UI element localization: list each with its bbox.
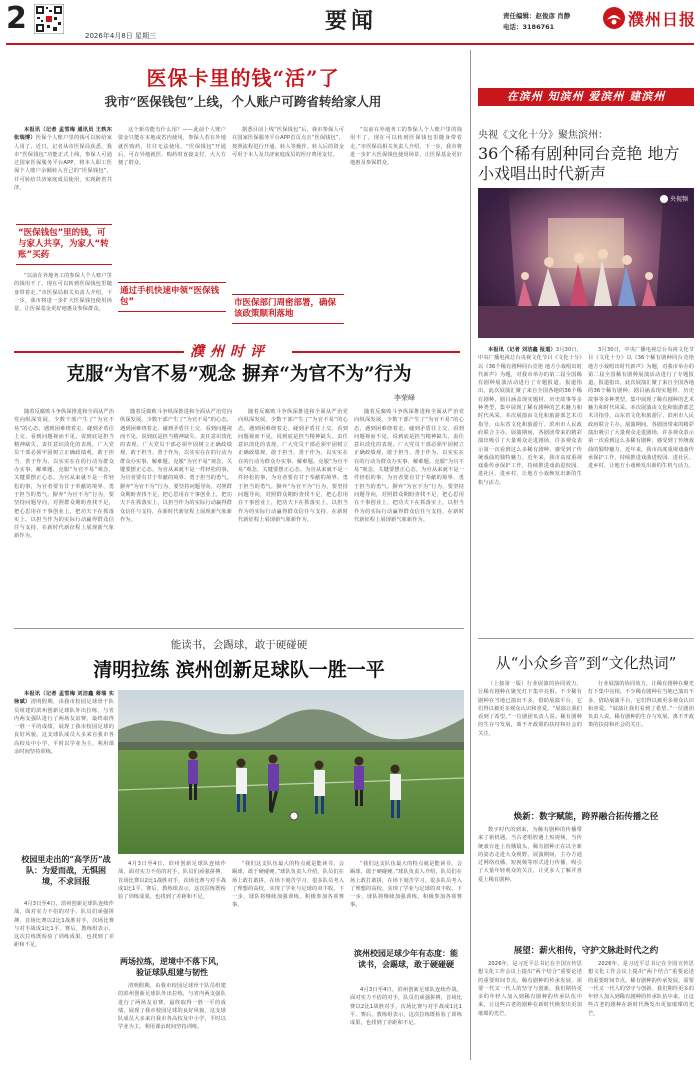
right-mid-rule — [478, 638, 694, 639]
right-column-2 — [588, 346, 694, 630]
commentary-text-2: 随着反腐败斗争纵深推进和全面从严治党向纵深发展，少数干部产生了“为官不易”的心态，遇到困难绕着走、碰到矛盾往上交、看到问题视而不见，说到底是担当精神缺失、责任意识淡化的表现。广大党员干部必须牢固树立正确政绩观，敢于担当、善于作为，以实实在在的行动为群众办实事、解难题。克服“为官不易”观念，关键要摆正心态。为官从来就不是一件轻松的事，为官者要有甘于奉献的境界、勇于担当的勇气。摒弃“为官不为”行为，要坚持问题导向，对照群众期盼查找不足，把心思用在干事创业上，把功夫下在抓落实上，以担当作为的实际行动赢得群众信任与支持，在新时代新征程上展现新气象新作为。 — [120, 409, 232, 523]
column-divider — [470, 50, 471, 1060]
lead-highlight-1 — [16, 224, 112, 265]
lead-text-3: 据悉目前上线“医保钱包”后，我市参保人可在国家医保服务平台APP首页点击“医保钱包”，按照流程进行开通、转入等操作。转入后的资金可用于本人及共济家庭成员的医疗费用支付。 — [232, 127, 344, 158]
feature-text-1: 行业展演的协同效力，让稀有剧种在聚光灯下集中亮相。不少稀有剧种在当地已演出不多，借助展演平台，它们得以被更多观众认识和喜爱。“展演让我们看到了希望。”一位剧团负责人说。稀有剧种的生存与发展，离不开政策的扶持和社会的关注。 — [478, 681, 582, 737]
sport-column-3 — [232, 860, 344, 1060]
commentary-bottom-rule — [14, 628, 464, 629]
date-line: 2026年4月8日 星期三 — [85, 32, 156, 40]
section-title: 要闻 — [325, 8, 378, 34]
commentary-text-3: 随着反腐败斗争纵深推进和全面从严治党向纵深发展，少数干部产生了“为官不易”的心态，遇到困难绕着走、碰到矛盾往上交、看到问题视而不见，说到底是担当精神缺失、责任意识淡化的表现。广大党员干部必须牢固树立正确政绩观，敢于担当、善于作为，以实实在在的行动为群众办实事、解难题。克服“为官不易”观念，关键要摆正心态。为官从来就不是一件轻松的事，为官者要有甘于奉献的境界、勇于担当的勇气。摒弃“为官不为”行为，要坚持问题导向，对照群众期盼查找不足，把心思用在干事创业上，把功夫下在抓落实上，以担当作为的实际行动赢得群众信任与支持，在新时代新征程上展现新气象新作为。 — [238, 409, 348, 523]
lead-column-4 — [350, 126, 462, 336]
lead-text-2: 这个新功能有什么用？——此前个人账户资金只能在本地或省内使用，参保人若在外地就医购药，往往无法使用。“医保钱包”开通后，可在异地就医、购药时直接支付，大大方便了群众。 — [118, 127, 226, 167]
sport-column-2 — [118, 860, 226, 952]
right-column-1 — [478, 346, 582, 630]
feature-text-3b: 2026年，是习近平总书记在全国宣传思想文化工作会议上提出“两个结合”重要论述的重要时间节点。稀有剧种的传承发展，需要一代又一代人的坚守与创新。我们期待更多的年轻人加入到稀有剧种的传承队伍中来，让这些古老的剧种在新时代焕发出更加璀璨的光芒。 — [588, 961, 694, 1017]
lead-highlight-3-text: 市医保部门周密部署，确保该政策顺利落地 — [234, 298, 337, 319]
lead-highlight-1-text: “医保钱包”里的钱，可与家人共享，为家人“转账”买药 — [18, 228, 109, 260]
sport-byline: 本报讯（记者 孟雪梅 刘洁鑫 蒋瑞 实 徐斌） — [14, 691, 114, 706]
lead-text-4: “以前在外地务工的参保人个人账户里的钱用不了，现在可以转到医保钱包里随身带着走。”市医保局相关负责人介绍，下一步，我市将进一步扩大医保钱包使用场景，让医保基金更好地惠及参保群众。 — [350, 127, 462, 167]
commentary-author: 李荣峰 — [394, 394, 415, 402]
sport-text-2: 4月3日至4日，滨州创新足球队连续作战，面对实力不俗的对手，队员们顽强拼搏，首场比赛以2比1战胜对手，次场比赛与对手战成1比1平。赛后，教练组表示，这次拉练既检验了训练成果，也找到了差距和不足。 — [118, 861, 226, 901]
lead-column-1b — [14, 272, 112, 334]
right-title: 36个稀有剧种同台竞艳 地方小戏唱出时代新声 — [478, 144, 680, 183]
video-logo-icon — [660, 195, 668, 203]
lead-text-1b: “以前在外地务工的参保人个人账户里的钱用不了，现在可以转到医保钱包里随身带着走。”市医保局相关负责人介绍，下一步，我市将进一步扩大医保钱包使用场景，让医保基金更好地惠及参保群众。 — [14, 273, 112, 313]
sport-text-1b: 4月3日至4日，滨州创新足球队连续作战，面对实力不俗的对手，队员们顽强拼搏，首场比赛以2比1战胜对手，次场比赛与对手战成1比1平。赛后，教练组表示，这次拉练既检验了训练成果，也找到了差距和不足。 — [14, 901, 114, 949]
sport-column-1b — [14, 900, 114, 1060]
photo-logo-text: 央视频 — [669, 196, 688, 203]
lead-column-2 — [118, 126, 226, 274]
commentary-column-2 — [120, 408, 232, 620]
sport-kicker: 能读书，会踢球，敢于硬碰硬 — [170, 639, 308, 651]
sport-subhead-1: 校园里走出的“高学历”战队：为爱而战，无惧困境，不求回报 — [21, 854, 111, 886]
lead-highlight-2-text: 通过手机快速申领“医保钱包” — [120, 286, 220, 307]
paper-logo-icon — [602, 6, 626, 30]
feature-title: 从“小众乡音”到“文化热词” — [495, 654, 677, 672]
sport-subhead-2: 两场拉练，逆境中不落下风，验证球队组建与韧性 — [120, 956, 224, 977]
feature-column-1b — [478, 826, 582, 938]
feature-text-2: 数字时代的到来，为稀有剧种的传播带来了新机遇。当古老唱腔遇上短视频，当传统戏台连上直播镜头，稀有剧种正在以全新的姿态走进大众视野。展演期间，主办方通过网络直播、短视频等形式进行传播，吸引了大量年轻观众的关注，让更多人了解并喜爱上稀有剧种。 — [478, 827, 582, 883]
page-number: 2 — [6, 1, 27, 36]
sport-subhead-3: 滨州校园足球少年有态度：能读书，会踢球，敢于硬碰硬 — [354, 948, 458, 969]
right-banner — [478, 88, 694, 106]
feature-column-4 — [588, 960, 694, 1060]
right-text-2: 3月30日，中央广播电视总台央视文化节目《文化十分》以《36个稀有剧种同台竞艳 地方小戏唱出时代新声》为题，对我市举办的第二届全国稀有剧种展演活动进行了专题报道。报道指出，此次展演汇聚了来自全国各地的36个稀有剧种，剧目涵盖现实题材、历史故事等多种类型，集中展现了稀有剧种的艺术魅力和时代风采。本次展演由文化和旅游部艺术司指导，山东省文化和旅游厅、滨州市人民政府联合主办。展演期间，各剧团带来的精彩演出吸引了大量观众走进剧场，许多观众表示第一次看到这么多稀有剧种，感受到了传统戏曲的独特魅力。近年来，我市高度重视戏曲传承保护工作，持续推进戏曲进校园、进社区、进乡村，让地方小戏焕发出新的生机与活力。 — [588, 347, 694, 470]
feature-note: （上接第一版） — [488, 681, 527, 687]
feature-column-3 — [478, 960, 582, 1060]
feature-column-1 — [478, 680, 582, 806]
commentary-text-1: 随着反腐败斗争纵深推进和全面从严治党向纵深发展，少数干部产生了“为官不易”的心态，遇到困难绕着走、碰到矛盾往上交、看到问题视而不见，说到底是担当精神缺失、责任意识淡化的表现。广大党员干部必须牢固树立正确政绩观，敢于担当、善于作为，以实实在在的行动为群众办实事、解难题。克服“为官不易”观念，关键要摆正心态。为官从来就不是一件轻松的事，为官者要有甘于奉献的境界、勇于担当的勇气。摒弃“为官不为”行为，要坚持问题导向，对照群众期盼查找不足，把心思用在干事创业上，把功夫下在抓落实上，以担当作为的实际行动赢得群众信任与支持，在新时代新征程上展现新气象新作为。 — [14, 409, 114, 540]
sport-title: 清明拉练 滨州创新足球队一胜一平 — [93, 659, 385, 681]
sport-column-2b — [118, 982, 226, 1060]
photo-logo — [660, 194, 688, 203]
right-text-1: 3月30日，中央广播电视总台央视文化节目《文化十分》以《36个稀有剧种同台竞艳 地方小戏唱出时代新声》为题，对我市举办的第二届全国稀有剧种展演活动进行了专题报道。报道指出，此次展演汇聚了来自全国各地的36个稀有剧种，剧目涵盖现实题材、历史故事等多种类型，集中展现了稀有剧种的艺术魅力和时代风采。本次展演由文化和旅游部艺术司指导，山东省文化和旅游厅、滨州市人民政府联合主办。展演期间，各剧团带来的精彩演出吸引了大量观众走进剧场，许多观众表示第一次看到这么多稀有剧种，感受到了传统戏曲的独特魅力。近年来，我市高度重视戏曲传承保护工作，持续推进戏曲进校园、进社区、进乡村，让地方小戏焕发出新的生机与活力。 — [478, 347, 582, 486]
sport-text-3: “我们这支队伍最大的特点就是能读书，会踢球，敢于硬碰硬。”球队负责人介绍，队员们在场上敢打敢拼，在场下刻苦学习，很多队员考入了理想的高校，实现了学业与足球的双丰收。下一步，球队将继续加强训练，积极参加各项赛事。 — [232, 861, 344, 909]
feature-subhead-1: 焕新：数字赋能，跨界融合拓传播之径 — [513, 812, 659, 822]
lead-highlight-3 — [232, 294, 344, 324]
commentary-column-1 — [14, 408, 114, 620]
commentary-column-4 — [354, 408, 464, 620]
sport-text-2b: 清明假期，由我市校园足球骨干队员组建的滨州创新足球队外出拉练，与省内两支强队进行了两场友谊赛，最终取得一胜一平的成绩，展现了我市校园足球的良好风貌。这支球队成员大多来自我市各高校及中小学，平时以学业为主，利用课余时间坚持训练。 — [118, 983, 226, 1031]
commentary-rule-left — [14, 351, 184, 353]
sport-text-4: “我们这支队伍最大的特点就是能读书，会踢球，敢于硬碰硬。”球队负责人介绍，队员们在场上敢打敢拼，在场下刻苦学习，很多队员考入了理想的高校，实现了学业与足球的双丰收。下一步，球队将继续加强训练，积极参加各项赛事。 — [350, 861, 462, 909]
lead-column-3 — [232, 126, 344, 288]
editor-line: 责任编辑：赵俊彦 肖静 — [503, 12, 571, 20]
lead-column-1 — [14, 126, 112, 226]
feature-column-2 — [588, 680, 694, 938]
opera-stage-photo — [478, 188, 694, 338]
sport-column-4b — [350, 986, 462, 1060]
feature-text-2b: 行业展演的协同效力，让稀有剧种在聚光灯下集中亮相。不少稀有剧种在当地已演出不多，借助展演平台，它们得以被更多观众认识和喜爱。“展演让我们看到了希望。”一位剧团负责人说。稀有剧种的生存与发展，离不开政策的扶持和社会的关注。 — [588, 681, 694, 729]
qr-code-icon — [34, 4, 64, 34]
lead-highlight-2 — [118, 282, 226, 312]
sport-text-4b: 4月3日至4日，滨州创新足球队连续作战，面对实力不俗的对手，队员们顽强拼搏，首场比赛以2比1战胜对手，次场比赛与对手战成1比1平。赛后，教练组表示，这次拉练既检验了训练成果，也找到了差距和不足。 — [350, 987, 462, 1027]
commentary-label: 濮州时评 — [190, 344, 270, 360]
lead-kicker: 医保卡里的钱“活”了 — [146, 66, 340, 90]
feature-text-3: 2026年，是习近平总书记在全国宣传思想文化工作会议上提出“两个结合”重要论述的重要时间节点。稀有剧种的传承发展，需要一代又一代人的坚守与创新。我们期待更多的年轻人加入到稀有剧种的传承队伍中来，让这些古老的剧种在新时代焕发出更加璀璨的光芒。 — [478, 961, 582, 1017]
sport-column-4 — [350, 860, 462, 944]
sport-text-1: 清明假期，由我市校园足球骨干队员组建的滨州创新足球队外出拉练，与省内两支强队进行了两场友谊赛，最终取得一胜一平的成绩，展现了我市校园足球的良好风貌。这支球队成员大多来自我市各高校及中小学，平时以学业为主，利用课余时间坚持训练。 — [14, 699, 114, 756]
masthead-rule — [6, 43, 694, 45]
lead-subtitle: 我市“医保钱包”上线，个人账户可跨省转给家人用 — [104, 94, 382, 109]
football-match-photo — [118, 690, 464, 854]
feature-subhead-2: 展望：薪火相传，守护文脉赴时代之约 — [513, 946, 659, 956]
paper-name: 濮州日报 — [628, 10, 697, 29]
commentary-column-3 — [238, 408, 348, 620]
lead-byline: 本报讯（记者 孟雪梅 通讯员 王轶东 张瑞博） — [14, 127, 112, 142]
commentary-text-4: 随着反腐败斗争纵深推进和全面从严治党向纵深发展，少数干部产生了“为官不易”的心态，遇到困难绕着走、碰到矛盾往上交、看到问题视而不见，说到底是担当精神缺失、责任意识淡化的表现。广大党员干部必须牢固树立正确政绩观，敢于担当、善于作为，以实实在在的行动为群众办实事、解难题。克服“为官不易”观念，关键要摆正心态。为官从来就不是一件轻松的事，为官者要有甘于奉献的境界、勇于担当的勇气。摒弃“为官不为”行为，要坚持问题导向，对照群众期盼查找不足，把心思用在干事创业上，把功夫下在抓落实上，以担当作为的实际行动赢得群众信任与支持，在新时代新征程上展现新气象新作为。 — [354, 409, 464, 523]
right-banner-text: 在滨州 知滨州 爱滨州 建滨州 — [506, 90, 666, 103]
phone-line: 电话：3186761 — [503, 23, 555, 31]
commentary-rule-right — [292, 351, 460, 353]
right-byline: 本报讯（记者 刘洁鑫 报道） — [488, 347, 556, 353]
commentary-title: 克服“为官不易”观念 摒弃“为官不为”行为 — [66, 364, 412, 385]
sport-column-1 — [14, 690, 114, 850]
lead-text-1: 医保个人账户里的钱可以转给家人用了。近日，记者从市医保局获悉，我市“医保钱包”功能正式上线，参保人可通过国家医保服务平台APP，将本人职工医保个人账户余额转入自己的“医保钱包”，并可转给共济家庭成员使用，实现跨省共济。 — [14, 135, 112, 192]
right-kicker: 央视《文化十分》聚焦滨州： — [478, 130, 608, 141]
